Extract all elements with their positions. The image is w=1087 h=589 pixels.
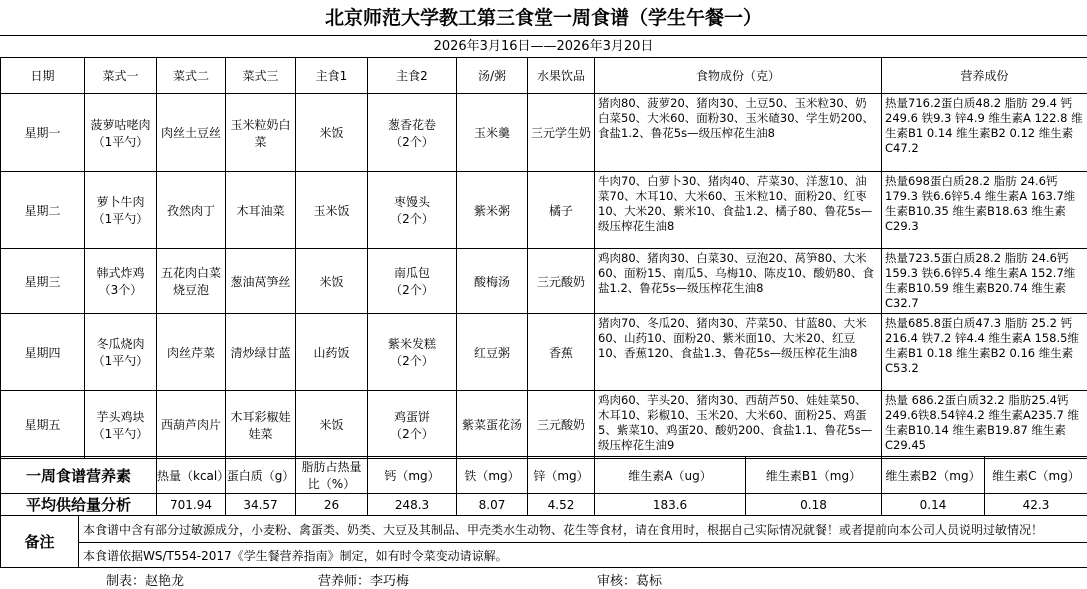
dish1-cell [85,172,157,249]
staple2-name: 枣馒头 [393,195,430,209]
header-date: 日期 [1,58,85,94]
nutrition-cell: 热量685.8蛋白质47.3 脂肪 25.2 钙216.4 铁7.2 锌4.4 维生素A 158.5维生素B1 0.18 维生素B2 0.16 维生素C53.2 [882,314,1087,391]
ingredients-cell: 猪肉70、冬瓜20、猪肉30、芹菜50、甘蓝80、大米60、山药10、面粉20、紫米面10、大米20、红豆10、香蕉120、食盐1.3、鲁花5s—级压榨花生油8 [595,314,882,391]
dish2-cell: 肉丝土豆丝 [157,94,226,172]
staple2-name: 鸡蛋饼 [393,409,430,424]
summary-value-kcal: 701.94 [157,494,226,516]
summary-value-vitc: 42.3 [985,494,1087,516]
signature-footer [0,567,1087,589]
day-label: 星期一 [1,94,85,172]
header-fruit: 水果饮品 [528,58,595,94]
staple2-portion: （2个） [390,354,434,368]
page-title: 北京师范大学教工第三食堂一周食谱（学生午餐一） [0,0,1087,36]
ingredients-cell: 猪肉80、菠萝20、猪肉30、土豆50、玉米粒30、奶白菜50、大米60、面粉30、玉米碴30、学生奶200、食盐1.2、鲁花5s—级压榨花生油8 [595,94,882,172]
staple2-portion: （2个） [390,283,434,297]
nutrition-cell: 热量716.2蛋白质48.2 脂肪 29.4 钙249.6 铁9.3 锌4.9 维生素A 122.8 维生素B1 0.14 维生素B2 0.12 维生素C47.2 [882,94,1087,172]
day-label: 星期二 [1,172,85,249]
summary-header-vitc: 维生素C（mg） [985,457,1087,494]
dish2-cell: 孜然肉丁 [157,172,226,249]
auditor-label: 审核：葛标 [597,574,663,589]
staple2-name: 紫米发糕 [387,337,436,351]
dish2-cell: 西葫芦肉片 [157,391,226,459]
soup-cell: 玉米羹 [457,94,528,172]
staple2-cell [368,391,457,459]
staple1-cell: 山药饭 [296,314,368,391]
dish2-cell: 五花肉白菜烧豆泡 [157,249,226,314]
nutritionist-label: 营养师：李巧梅 [318,574,410,589]
summary-value-zinc: 4.52 [528,494,595,516]
maker-label: 制表：赵艳龙 [106,574,185,589]
summary-header-calcium: 钙（mg） [368,457,457,494]
summary-label-top: 一周食谱营养素 [1,457,157,494]
staple1-cell: 米饭 [296,391,368,459]
notes-allergy: 本食谱中含有部分过敏源成分，小麦粉、禽蛋类、奶类、大豆及其制品、甲壳类水生动物、花生等食材，请在食用时，根据自己实际情况就餐！或者提前向本公司人员说明过敏情况！ [79,516,1087,543]
staple2-portion: （2个） [390,134,434,149]
fruit-cell: 三元学生奶 [528,94,595,172]
notes-row-1 [1,516,1087,543]
summary-value-calcium: 248.3 [368,494,457,516]
dish3-cell: 玉米粒奶白菜 [226,94,296,172]
fruit-cell: 三元酸奶 [528,391,595,459]
dish3-cell: 木耳油菜 [226,172,296,249]
dish1-portion: （1平勺） [92,354,149,368]
dish1-portion: （1平勺） [92,212,149,226]
staple2-cell [368,172,457,249]
summary-header-vita: 维生素A（ug） [595,457,746,494]
summary-header-fat: 脂肪占热量比（%） [296,457,368,494]
dish1-name: 韩式炸鸡 [96,266,145,280]
date-range: 2026年3月16日——2026年3月20日 [0,36,1087,58]
summary-label-bottom: 平均供给量分析 [1,494,157,516]
dish1-name: 芋头鸡块 [96,409,145,424]
staple2-portion: （2个） [390,212,434,226]
dish1-portion: （1平勺） [92,426,149,441]
staple2-name: 葱香花卷 [387,117,436,132]
dish1-name: 冬瓜烧肉 [96,337,145,351]
summary-header-kcal: 热量（kcal） [157,457,226,494]
summary-value-vitb1: 0.18 [746,494,882,516]
staple1-cell: 米饭 [296,249,368,314]
dish1-cell [85,249,157,314]
day-label: 星期四 [1,314,85,391]
summary-header-iron: 铁（mg） [457,457,528,494]
header-dish2: 菜式二 [157,58,226,94]
header-nutrition: 营养成份 [882,58,1087,94]
notes-label: 备注 [1,516,79,568]
dish3-cell: 清炒绿甘蓝 [226,314,296,391]
staple2-cell [368,94,457,172]
soup-cell: 紫米粥 [457,172,528,249]
summary-header-vitb2: 维生素B2（mg） [882,457,985,494]
header-row [1,58,1087,94]
nutrition-summary-table [0,456,1087,516]
staple2-cell [368,249,457,314]
summary-header-vitb1: 维生素B1（mg） [746,457,882,494]
dish2-cell: 肉丝芹菜 [157,314,226,391]
fruit-cell: 三元酸奶 [528,249,595,314]
dish1-name: 菠萝咕咾肉 [90,117,151,132]
day-label: 星期五 [1,391,85,459]
notes-table [0,515,1087,568]
notes-row-2 [1,543,1087,568]
dish1-portion: （1平勺） [92,134,149,149]
soup-cell: 紫菜蛋花汤 [457,391,528,459]
staple2-cell [368,314,457,391]
weekly-menu-table [0,57,1087,459]
ingredients-cell: 牛肉70、白萝卜30、猪肉40、芹菜30、洋葱10、油菜70、木耳10、大米60、玉米粒10、面粉20、红枣10、大米20、紫米10、食盐1.2、橘子80、鲁花5s—级压榨花生油8 [595,172,882,249]
header-staple1: 主食1 [296,58,368,94]
header-ingredients: 食物成份（克） [595,58,882,94]
day-row-wed [1,249,1087,314]
staple1-cell: 米饭 [296,94,368,172]
day-row-tue [1,172,1087,249]
nutrition-cell: 热量 686.2蛋白质32.2 脂肪25.4钙249.6铁8.54锌4.2 维生素A235.7 维生素B10.14 维生素B19.87 维生素C29.45 [882,391,1087,459]
dish1-cell [85,314,157,391]
dish1-portion: （3个） [98,283,143,297]
dish1-cell [85,391,157,459]
summary-header-protein: 蛋白质（g） [226,457,296,494]
summary-value-protein: 34.57 [226,494,296,516]
header-staple2: 主食2 [368,58,457,94]
summary-value-vita: 183.6 [595,494,746,516]
day-row-thu [1,314,1087,391]
day-row-fri [1,391,1087,459]
soup-cell: 红豆粥 [457,314,528,391]
dish1-cell [85,94,157,172]
soup-cell: 酸梅汤 [457,249,528,314]
staple2-portion: （2个） [390,426,434,441]
staple2-name: 南瓜包 [393,266,430,280]
summary-value-vitb2: 0.14 [882,494,985,516]
header-dish3: 菜式三 [226,58,296,94]
dish3-cell: 葱油莴笋丝 [226,249,296,314]
day-row-mon [1,94,1087,172]
summary-value-iron: 8.07 [457,494,528,516]
summary-header-zinc: 锌（mg） [528,457,595,494]
nutrition-cell: 热量698蛋白质28.2 脂肪 24.6钙179.3 铁6.6锌5.4 维生素A 163.7维生素B10.35 维生素B18.63 维生素C29.3 [882,172,1087,249]
ingredients-cell: 鸡肉80、猪肉30、白菜30、豆泡20、莴笋80、大米60、面粉15、南瓜5、乌梅10、陈皮10、酸奶80、食盐1.2、鲁花5s—级压榨花生油8 [595,249,882,314]
ingredients-cell: 鸡肉60、芋头20、猪肉30、西葫芦50、娃娃菜50、木耳10、彩椒10、玉米20、大米60、面粉25、鸡蛋5、紫菜10、鸡蛋20、酸奶200、食盐1.1、鲁花5s—级压榨花生油9 [595,391,882,459]
dish3-cell: 木耳彩椒娃娃菜 [226,391,296,459]
dish1-name: 萝卜牛肉 [96,195,145,209]
header-dish1: 菜式一 [85,58,157,94]
fruit-cell: 橘子 [528,172,595,249]
day-label: 星期三 [1,249,85,314]
fruit-cell: 香蕉 [528,314,595,391]
notes-guideline: 本食谱依据WS/T554-2017《学生餐营养指南》制定，如有时令菜变动请谅解。 [79,543,1087,568]
summary-value-row [1,494,1087,516]
summary-value-fat: 26 [296,494,368,516]
nutrition-cell: 热量723.5蛋白质28.2 脂肪 24.6钙159.3 铁6.6锌5.4 维生素A 152.7维生素B10.59 维生素B20.74 维生素C32.7 [882,249,1087,314]
summary-header-row [1,457,1087,494]
header-soup: 汤/粥 [457,58,528,94]
staple1-cell: 玉米饭 [296,172,368,249]
